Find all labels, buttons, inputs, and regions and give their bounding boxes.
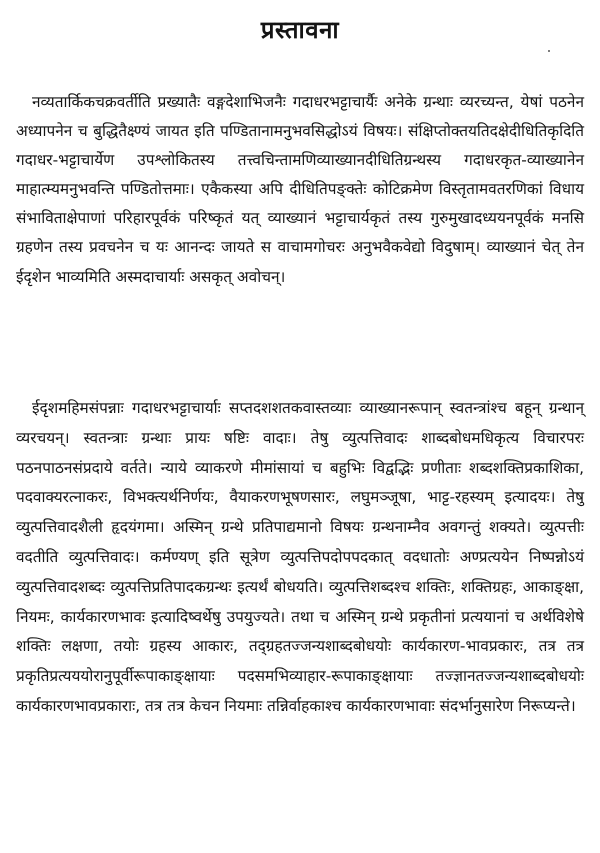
- paragraph-2: ईदृशमहिमसंपन्नाः गदाधरभट्टाचार्याः सप्तदशशतकवास्तव्याः व्याख्यानरूपान् स्वतन्त्रांश्च बहून् ग्रन्थान् व्यरचयन्। स्वतन्त्राः ग्रन्थाः प्रायः षष्टिः वादाः। तेषु व्युत्पत्तिवादः शाब्दबोधमधिकृत्य विचारपरः पठनपाठनसंप्रदाये वर्तते। न्याये व्याकरणे मीमांसायां च बहुभिः विद्वद्भिः प्रणीताः शब्दशक्तिप्रकाशिका, पदवाक्यरत्नाकरः, विभक्त्यर्थनिर्णयः, वैयाकरणभूषणसारः, लघुमञ्जूषा, भाट्ट-रहस्यम् इत्यादयः। तेषु व्युत्पत्तिवादशैली हृदयंगमा। अस्मिन् ग्रन्थे प्रतिपाद्यमानो विषयः ग्रन्थनाम्नैव अवगन्तुं शक्यते। व्युत्पत्तीः वदतीति व्युत्पत्तिवादः। कर्मण्यण् इति सूत्रेण व्युत्पत्तिपदोपपदकात् वदधातोः अण्प्रत्ययेन निष्पन्नोऽयं व्युत्पत्तिवादशब्दः व्युत्पत्तिप्रतिपादकग्रन्थः इत्यर्थं बोधयति। व्युत्पत्तिशब्दश्च शक्तिः, शक्तिग्रहः, आकाङ्क्षा, नियमः, कार्यकारणभावः इत्यादिष्वर्थेषु उपयुज्यते। तथा च अस्मिन् ग्रन्थे प्रकृतीनां प्रत्ययानां च अर्थविशेषे शक्तिः लक्षणा, तयोः ग्रहस्य आकारः, तद्ग्रहतज्जन्यशाब्दबोधयोः कार्यकारण-भावप्रकारः, तत्र तत्र प्रकृतिप्रत्यययोरानुपूर्वीरूपाकाङ्क्षायाः पदसमभिव्याहार-रूपाकाङ्क्षायाः तज्ज्ञानतज्जन्यशाब्दबोधयोः कार्यकारणभावप्रकाराः, तत्र तत्र केचन नियमाः तन्निर्वाहकाश्च कार्यकारणभावाः संदर्भानुसारेण निरूप्यन्ते।: [16, 399, 584, 715]
- paragraph-1: नव्यतार्किकचक्रवर्तीति प्रख्यातैः वङ्गदेशाभिजनैः गदाधरभट्टाचार्यैः अनेके ग्रन्थाः व्यरच्यन्त, येषां पठनेन अध्यापनेन च बुद्धितैक्ष्ण्यं जायत इति पण्डितानामनुभवसिद्धोऽयं विषयः। संक्षिप्तोक्तयतिदक्षेदीधितिकृदिति गदाधर-भट्टाचार्येण उपश्लोकितस्य तत्त्वचिन्तामणिव्याख्यानदीधितिग्रन्थस्य गदाधरकृत-व्याख्यानेन माहात्म्यमनुभवन्ति पण्डितोत्तमाः। एकैकस्या अपि दीधितिपङ्क्तेः कोटिक्रमेण विस्तृतामवतरणिकां विधाय संभाविताक्षेपाणां परिहारपूर्वकं परिष्कृतं यत् व्याख्यानं भट्टाचार्यकृतं तस्य गुरुमुखादध्ययनपूर्वकं मनसि ग्रहणेन तस्य प्रवचनेन च यः आनन्दः जायते स वाचामगोचरः अनुभवैकवेद्यो विदुषाम्। व्याख्यानं चेत् तेन ईदृशेन भाव्यमिति अस्मदाचार्याः असकृत् अवोचन्।: [16, 93, 584, 286]
- ink-speck: [548, 50, 550, 52]
- page-title: प्रस्तावना: [260, 16, 340, 44]
